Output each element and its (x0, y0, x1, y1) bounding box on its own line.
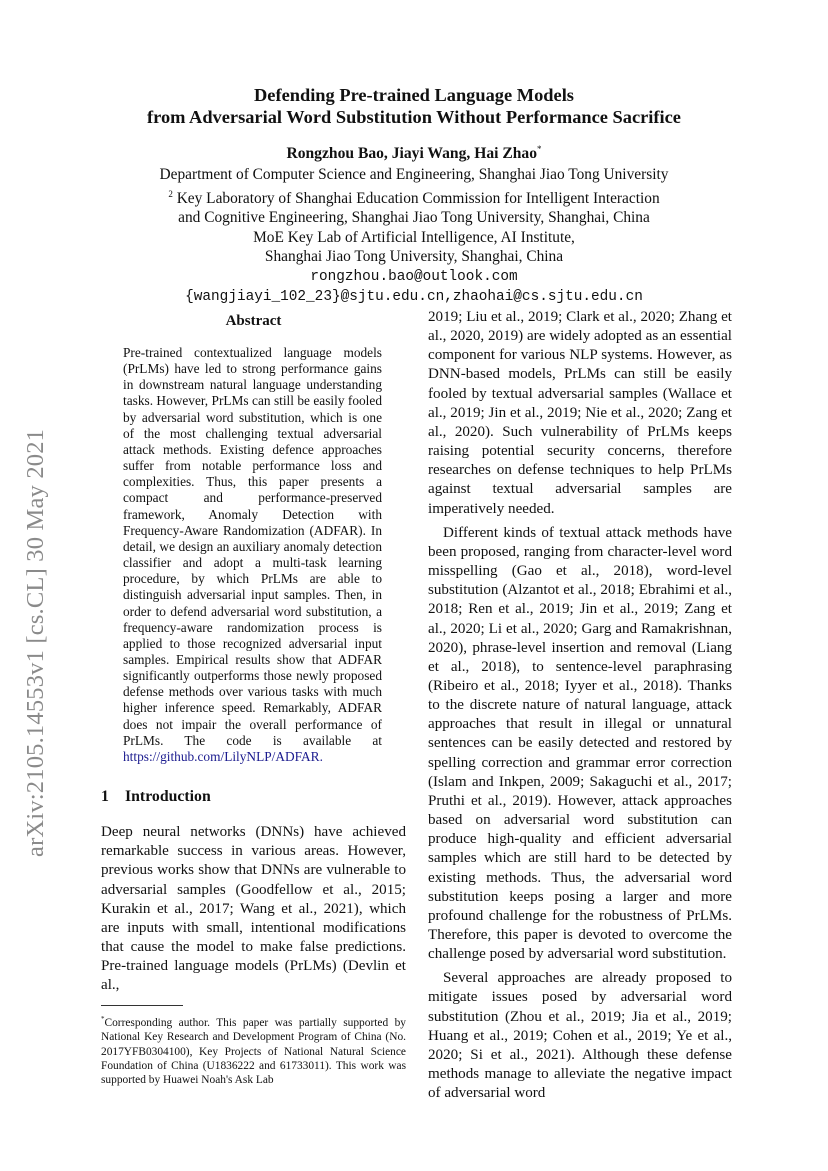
left-column (101, 308, 406, 1087)
title-line-2: from Adversarial Word Substitution Without Performance Sacrifice (147, 107, 681, 127)
title-line-1: Defending Pre-trained Language Models (254, 85, 574, 105)
affiliation-line: Department of Computer Science and Engineering, Shanghai Jiao Tong University (159, 166, 669, 184)
author-names: Rongzhou Bao, Jiayi Wang, Hai Zhao (286, 145, 538, 163)
section-heading (101, 787, 406, 807)
footnote (101, 1012, 406, 1087)
affiliations (0, 165, 828, 307)
abstract-body (123, 345, 382, 765)
footnote-divider (101, 1005, 183, 1006)
footnote-mark: * (101, 1015, 105, 1024)
affiliation-line: Shanghai Jiao Tong University, Shanghai, China (264, 248, 564, 266)
footnote-text: Corresponding author. This paper was partially supported by National Key Research and Development Program of China (No. 2017YFB0304100), Key Projects of National Natural Science Foundation of China (U1836222 and 61733011). This work was supported by Huawei Noah's Ask Lab (101, 1017, 406, 1087)
abstract-heading: Abstract (225, 313, 282, 329)
arxiv-identifier: arXiv:2105.14553v1 [cs.CL] 30 May 2021 (22, 428, 49, 857)
right-column (428, 308, 732, 1103)
body-paragraph: Several approaches are already proposed to mitigate issues posed by adversarial word substitution (Zhou et al., 2019; Jia et al., 2019; Huang et al., 2019; Cohen et al., 2019; Ye et al., 2020; Si et al., 2021). Although these defense methods manage to alleviate the negative impact of adversarial word (428, 970, 732, 1102)
corresponding-author-mark: * (537, 144, 542, 154)
intro-paragraph: Deep neural networks (DNNs) have achieved remarkable success in various areas. However, previous works show that DNNs are vulnerable to adversarial samples (Goodfellow et al., 2015; Kurakin et al., 2017; Wang et al., 2021), which are inputs with small, intentional modifications that cause the model to make false predictions. Pre-trained language models (PrLMs) (Devlin et al., (101, 824, 406, 994)
affiliation-mark: 2 (168, 188, 173, 199)
affiliation-line: $^2$ Key Laboratory of Shanghai Education Commission for Intelligent Interaction (168, 188, 660, 207)
abstract-text: Pre-trained contextualized language models (PrLMs) have led to strong performance gains in downstream natural language understanding tasks. However, PrLMs can still be easily fooled by adversarial word substitution, which is one of the most challenging textual adversarial attack methods. Existing defence approaches suffer from notable performance loss and complexities. Thus, this paper presents a compact and performance-preserved framework, Anomaly Detection with Frequency-Aware Randomization (ADFAR). In detail, we design an auxiliary anomaly detection classifier and adopt a multi-task learning procedure, by which PrLMs are able to distinguish adversarial input samples. Then, in order to defend adversarial word substitution, a frequency-aware randomization process is applied to those recognized adversarial input samples. Empirical results show that ADFAR significantly outperforms those newly proposed defense methods over various tasks with much higher inference speed. Remarkably, ADFAR does not impair the overall performance of PrLMs. The code is available at (123, 345, 382, 748)
email-line: {wangjiayi_102_23}@sjtu.edu.cn,zhaohai@cs.sjtu.edu.cn (185, 288, 643, 305)
section-title: Introduction (125, 788, 211, 806)
email-line: rongzhou.bao@outlook.com (310, 268, 518, 285)
body-paragraph: 2019; Liu et al., 2019; Clark et al., 2020; Zhang et al., 2020, 2019) are widely adopted as an essential component for various NLP systems. However, as DNN-based models, PrLMs can still be easily fooled by textual adversarial samples (Wallace et al., 2019; Jin et al., 2019; Nie et al., 2020; Zang et al., 2020). Such vulnerability of PrLMs keeps raising potential security concerns, therefore researches on defense techniques to help PrLMs against textual adversarial samples are imperatively needed. (428, 309, 732, 517)
code-link[interactable]: https://github.com/LilyNLP/ADFAR. (123, 748, 323, 764)
affiliation-line: and Cognitive Engineering, Shanghai Jiao Tong University, Shanghai, China (178, 209, 650, 227)
author-list (0, 140, 828, 163)
body-paragraph: Different kinds of textual attack methods have been proposed, ranging from character-level word misspelling (Gao et al., 2018), word-level substitution (Alzantot et al., 2018; Ebrahimi et al., 2018; Ren et al., 2019; Jin et al., 2019; Zang et al., 2020; Li et al., 2020; Garg and Ramakrishnan, 2020), phrase-level insertion and removal (Liang et al., 2018), to sentence-level paraphrasing (Ribeiro et al., 2018; Iyyer et al., 2018). Thanks to the discrete nature of natural language, attack approaches that result in illegal or unnatural sentences can be easily detected and restored by spelling correction and grammar error correction (Islam and Inkpen, 2009; Sakaguchi et al., 2017; Pruthi et al., 2019). However, attack approaches based on adversarial word substitution can produce high-quality and efficient adversarial samples which are still hard to be detected by existing methods. Thus, the adversarial word substitution keeps posing a larger and more profound challenge for the robustness of PrLMs. Therefore, this paper is devoted to overcome the challenge posed by adversarial word substitution. (428, 524, 732, 963)
affiliation-line: MoE Key Lab of Artificial Intelligence, AI Institute, (253, 228, 575, 246)
paper-header (0, 84, 828, 307)
section-number: 1 (101, 788, 109, 806)
